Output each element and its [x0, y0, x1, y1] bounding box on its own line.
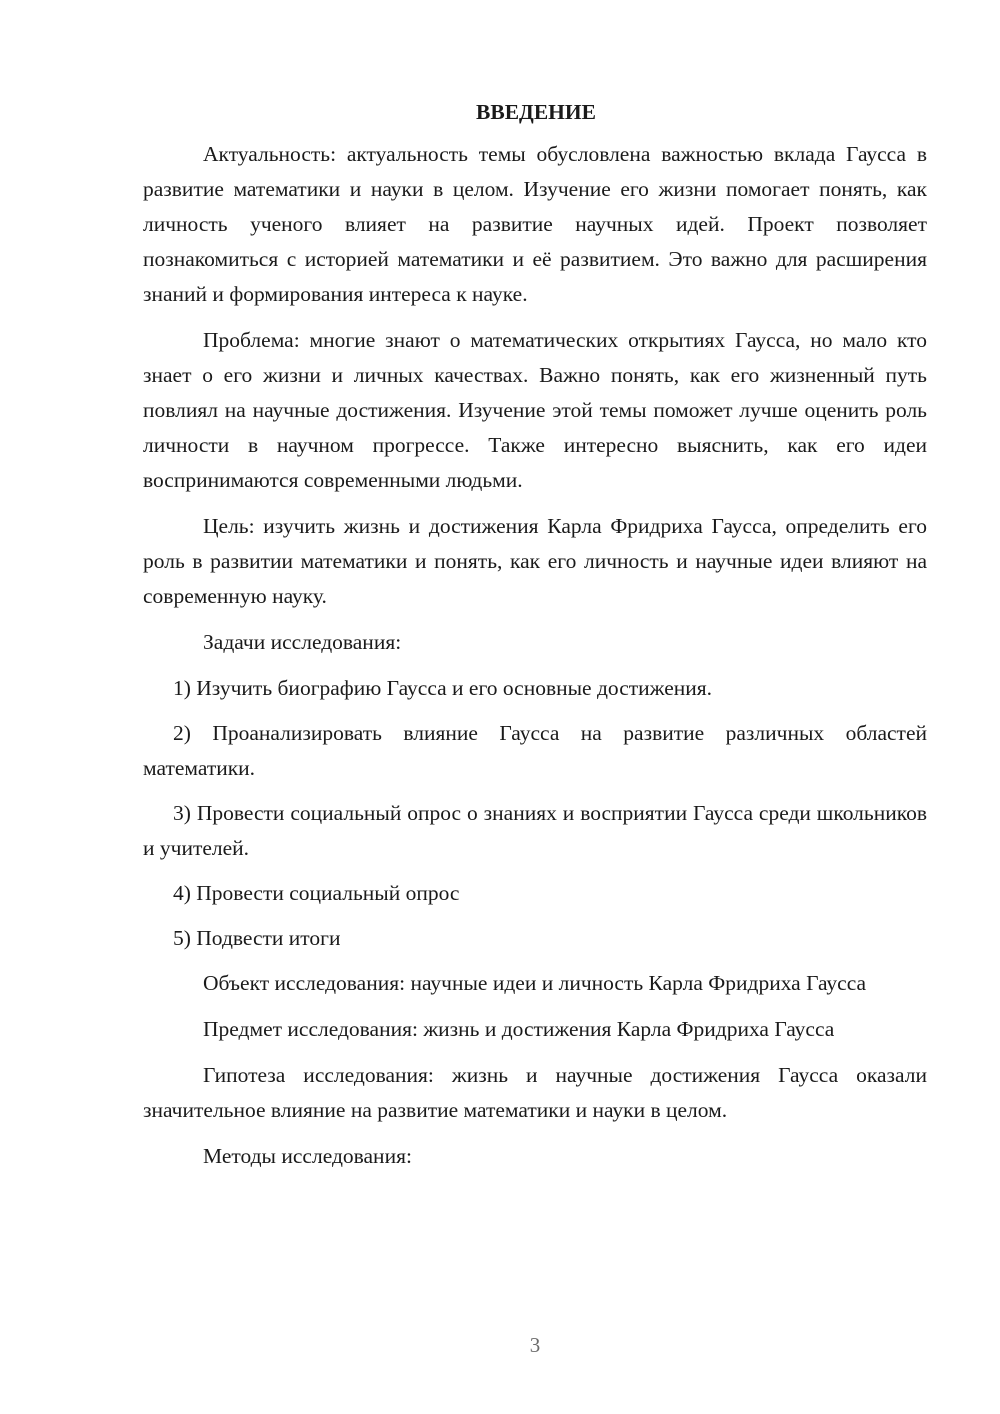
paragraph-problem: Проблема: многие знают о математических открытиях Гаусса, но мало кто знает о его жизни и личных качествах. Важно понять, как его жизненный путь повлиял на научные достижения. Изучение этой темы поможет лучше оценить роль личности в научном прогрессе. Также интересно выяснить, как его идеи воспринимаются современными людьми. [143, 328, 927, 492]
paragraph-hypothesis: Гипотеза исследования: жизнь и научные достижения Гаусса оказали значительное влияние на развитие математики и науки в целом. [143, 1063, 927, 1122]
task-item-3: 3) Провести социальный опрос о знаниях и восприятии Гаусса среди школьников и учителей. [143, 801, 927, 860]
paragraph-subject: Предмет исследования: жизнь и достижения Карла Фридриха Гаусса [203, 1017, 835, 1041]
page-number: 3 [529, 1333, 541, 1357]
task-item-1: 1) Изучить биографию Гаусса и его основные достижения. [173, 676, 713, 700]
document-body [143, 95, 927, 1185]
paragraph-goal: Цель: изучить жизнь и достижения Карла Фридриха Гаусса, определить его роль в развитии математики и понять, как его личность и научные идеи влияют на современную науку. [143, 514, 927, 608]
paragraph-object: Объект исследования: научные идеи и личность Карла Фридриха Гаусса [203, 971, 867, 995]
tasks-heading: Задачи исследования: [203, 630, 402, 654]
section-title: ВВЕДЕНИЕ [476, 100, 596, 124]
task-item-2: 2) Проанализировать влияние Гаусса на развитие различных областей математики. [143, 721, 927, 780]
methods-heading: Методы исследования: [203, 1144, 412, 1168]
paragraph-relevance: Актуальность: актуальность темы обусловлена важностью вклада Гаусса в развитие математики и науки в целом. Изучение его жизни помогает понять, как личность ученого влияет на развитие научных идей. Проект позволяет познакомиться с историей математики и её развитием. Это важно для расширения знаний и формирования интереса к науке. [143, 142, 927, 306]
task-item-4: 4) Провести социальный опрос [173, 881, 460, 905]
task-item-5: 5) Подвести итоги [173, 926, 341, 950]
